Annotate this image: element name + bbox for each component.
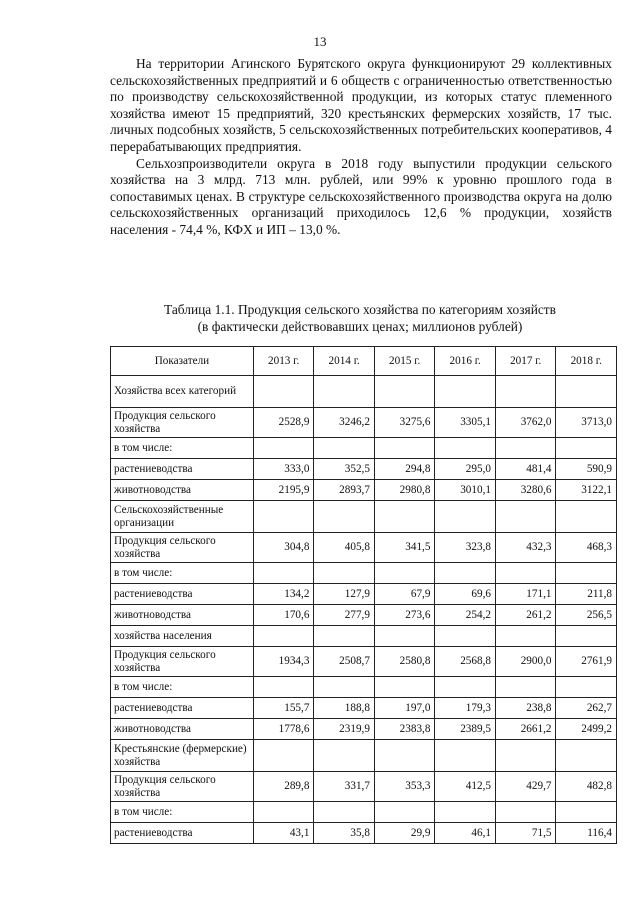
row-label: в том числе: [111, 802, 254, 823]
row-label: Продукция сельского хозяйства [111, 408, 254, 438]
row-label: Крестьянские (фермерские) хозяйства [111, 740, 254, 772]
value-cell: 170,6 [253, 605, 314, 626]
value-cell: 2661,2 [495, 719, 556, 740]
value-cell: 331,7 [314, 772, 375, 802]
value-cell [314, 677, 375, 698]
value-cell [253, 626, 314, 647]
row-label: в том числе: [111, 677, 254, 698]
value-cell [556, 438, 617, 459]
value-cell: 304,8 [253, 533, 314, 563]
value-cell: 3280,6 [495, 480, 556, 501]
table-row [111, 563, 617, 584]
row-label: животноводства [111, 480, 254, 501]
value-cell: 127,9 [314, 584, 375, 605]
value-cell: 3305,1 [435, 408, 496, 438]
row-label: растениеводства [111, 459, 254, 480]
value-cell: 3762,0 [495, 408, 556, 438]
value-cell: 273,6 [374, 605, 435, 626]
column-header: 2016 г. [435, 347, 496, 376]
value-cell [253, 677, 314, 698]
table-row [111, 438, 617, 459]
value-cell: 2319,9 [314, 719, 375, 740]
value-cell: 2195,9 [253, 480, 314, 501]
value-cell [314, 501, 375, 533]
value-cell: 43,1 [253, 823, 314, 844]
value-cell: 67,9 [374, 584, 435, 605]
value-cell: 405,8 [314, 533, 375, 563]
value-cell [556, 802, 617, 823]
value-cell: 289,8 [253, 772, 314, 802]
value-cell: 256,5 [556, 605, 617, 626]
body-text [110, 56, 612, 239]
value-cell [556, 563, 617, 584]
table-header-row [111, 347, 617, 376]
value-cell: 171,1 [495, 584, 556, 605]
value-cell [374, 376, 435, 408]
value-cell: 116,4 [556, 823, 617, 844]
value-cell: 412,5 [435, 772, 496, 802]
value-cell [253, 740, 314, 772]
value-cell: 2580,8 [374, 647, 435, 677]
row-label: животноводства [111, 719, 254, 740]
paragraph: Сельхозпроизводители округа в 2018 году выпустили продукции сельского хозяйства на 3 млрд. 713 млн. рублей, или 99% к уровню прошлого года в сопоставимых ценах. В структуре сельскохозяйственного производства округа на долю сельскохозяйственных организаций приходилось 12,6 % продукции, хозяйств населения - 74,4 %, КФХ и ИП – 13,0 %. [110, 155, 612, 237]
value-cell: 2980,8 [374, 480, 435, 501]
row-label: в том числе: [111, 563, 254, 584]
value-cell [556, 677, 617, 698]
value-cell [495, 802, 556, 823]
value-cell: 2383,8 [374, 719, 435, 740]
value-cell: 323,8 [435, 533, 496, 563]
value-cell [435, 626, 496, 647]
value-cell: 262,7 [556, 698, 617, 719]
value-cell [253, 376, 314, 408]
value-cell [374, 626, 435, 647]
table-caption-title: Таблица 1.1. Продукция сельского хозяйства по категориям хозяйств [164, 302, 556, 317]
value-cell [374, 677, 435, 698]
column-header: 2018 г. [556, 347, 617, 376]
value-cell: 277,9 [314, 605, 375, 626]
value-cell: 1934,3 [253, 647, 314, 677]
value-cell [495, 677, 556, 698]
value-cell [435, 802, 496, 823]
table-caption [100, 301, 620, 335]
value-cell [314, 802, 375, 823]
value-cell: 3122,1 [556, 480, 617, 501]
table-row [111, 501, 617, 533]
table-row [111, 626, 617, 647]
table-row [111, 459, 617, 480]
value-cell: 353,3 [374, 772, 435, 802]
value-cell: 69,6 [435, 584, 496, 605]
value-cell [253, 802, 314, 823]
value-cell [374, 802, 435, 823]
row-label: растениеводства [111, 698, 254, 719]
row-label: хозяйства населения [111, 626, 254, 647]
table-row [111, 376, 617, 408]
value-cell: 254,2 [435, 605, 496, 626]
value-cell [435, 563, 496, 584]
value-cell: 3246,2 [314, 408, 375, 438]
table-row [111, 408, 617, 438]
table-caption-subtitle: (в фактически действовавших ценах; миллионов рублей) [197, 319, 523, 334]
value-cell: 482,8 [556, 772, 617, 802]
table-row [111, 480, 617, 501]
value-cell: 3010,1 [435, 480, 496, 501]
value-cell: 352,5 [314, 459, 375, 480]
value-cell [314, 438, 375, 459]
row-label: Хозяйства всех категорий [111, 376, 254, 408]
row-label: животноводства [111, 605, 254, 626]
value-cell: 341,5 [374, 533, 435, 563]
value-cell: 333,0 [253, 459, 314, 480]
value-cell: 294,8 [374, 459, 435, 480]
value-cell: 3275,6 [374, 408, 435, 438]
value-cell: 197,0 [374, 698, 435, 719]
table-row [111, 802, 617, 823]
table-row [111, 533, 617, 563]
value-cell: 2761,9 [556, 647, 617, 677]
paragraph: На территории Агинского Бурятского округа функционируют 29 коллективных сельскохозяйственных предприятий и 6 обществ с ограниченностью ответственностью по производству сельскохозяйственной продукции, из которых статус племенного хозяйства имеют 15 предприятий, 320 крестьянских фермерских хозяйств, 17 тыс. личных подсобных хозяйств, 5 сельскохозяйственных потребительских кооперативов, 4 перерабатывающих предприятия. [110, 56, 612, 154]
value-cell [314, 563, 375, 584]
value-cell [495, 740, 556, 772]
value-cell [495, 626, 556, 647]
table-row [111, 677, 617, 698]
value-cell [435, 740, 496, 772]
value-cell: 211,8 [556, 584, 617, 605]
value-cell [314, 626, 375, 647]
value-cell [435, 677, 496, 698]
value-cell [556, 501, 617, 533]
row-label: Продукция сельского хозяйства [111, 533, 254, 563]
value-cell: 46,1 [435, 823, 496, 844]
value-cell [495, 563, 556, 584]
value-cell: 134,2 [253, 584, 314, 605]
row-label: Продукция сельского хозяйства [111, 772, 254, 802]
value-cell: 1778,6 [253, 719, 314, 740]
value-cell: 188,8 [314, 698, 375, 719]
value-cell: 2499,2 [556, 719, 617, 740]
value-cell: 29,9 [374, 823, 435, 844]
row-label: Продукция сельского хозяйства [111, 647, 254, 677]
value-cell [435, 376, 496, 408]
value-cell [374, 438, 435, 459]
value-cell [253, 438, 314, 459]
value-cell [556, 626, 617, 647]
value-cell [495, 501, 556, 533]
value-cell [253, 501, 314, 533]
value-cell: 155,7 [253, 698, 314, 719]
value-cell: 2389,5 [435, 719, 496, 740]
row-label: Сельскохозяйственные организации [111, 501, 254, 533]
value-cell [556, 740, 617, 772]
value-cell [253, 563, 314, 584]
value-cell: 468,3 [556, 533, 617, 563]
value-cell [374, 501, 435, 533]
value-cell [435, 438, 496, 459]
value-cell: 261,2 [495, 605, 556, 626]
value-cell: 481,4 [495, 459, 556, 480]
column-header: 2017 г. [495, 347, 556, 376]
table-row [111, 647, 617, 677]
table-row [111, 605, 617, 626]
value-cell: 2528,9 [253, 408, 314, 438]
value-cell: 3713,0 [556, 408, 617, 438]
value-cell: 590,9 [556, 459, 617, 480]
column-header: 2013 г. [253, 347, 314, 376]
value-cell [556, 376, 617, 408]
value-cell: 71,5 [495, 823, 556, 844]
table-row [111, 772, 617, 802]
value-cell [495, 438, 556, 459]
page-number: 13 [313, 34, 327, 49]
table-row [111, 698, 617, 719]
value-cell [314, 740, 375, 772]
column-header: Показатели [111, 347, 254, 376]
table-row [111, 719, 617, 740]
value-cell [314, 376, 375, 408]
value-cell: 35,8 [314, 823, 375, 844]
value-cell: 432,3 [495, 533, 556, 563]
value-cell [374, 563, 435, 584]
value-cell: 2893,7 [314, 480, 375, 501]
table-body [111, 376, 617, 844]
row-label: растениеводства [111, 823, 254, 844]
column-header: 2014 г. [314, 347, 375, 376]
column-header: 2015 г. [374, 347, 435, 376]
table-row [111, 823, 617, 844]
value-cell: 2508,7 [314, 647, 375, 677]
value-cell [495, 376, 556, 408]
value-cell: 2900,0 [495, 647, 556, 677]
agriculture-table [110, 346, 617, 844]
value-cell: 429,7 [495, 772, 556, 802]
row-label: растениеводства [111, 584, 254, 605]
value-cell: 238,8 [495, 698, 556, 719]
table-row [111, 740, 617, 772]
row-label: в том числе: [111, 438, 254, 459]
value-cell: 179,3 [435, 698, 496, 719]
value-cell: 2568,8 [435, 647, 496, 677]
value-cell: 295,0 [435, 459, 496, 480]
value-cell [374, 740, 435, 772]
value-cell [435, 501, 496, 533]
table-row [111, 584, 617, 605]
